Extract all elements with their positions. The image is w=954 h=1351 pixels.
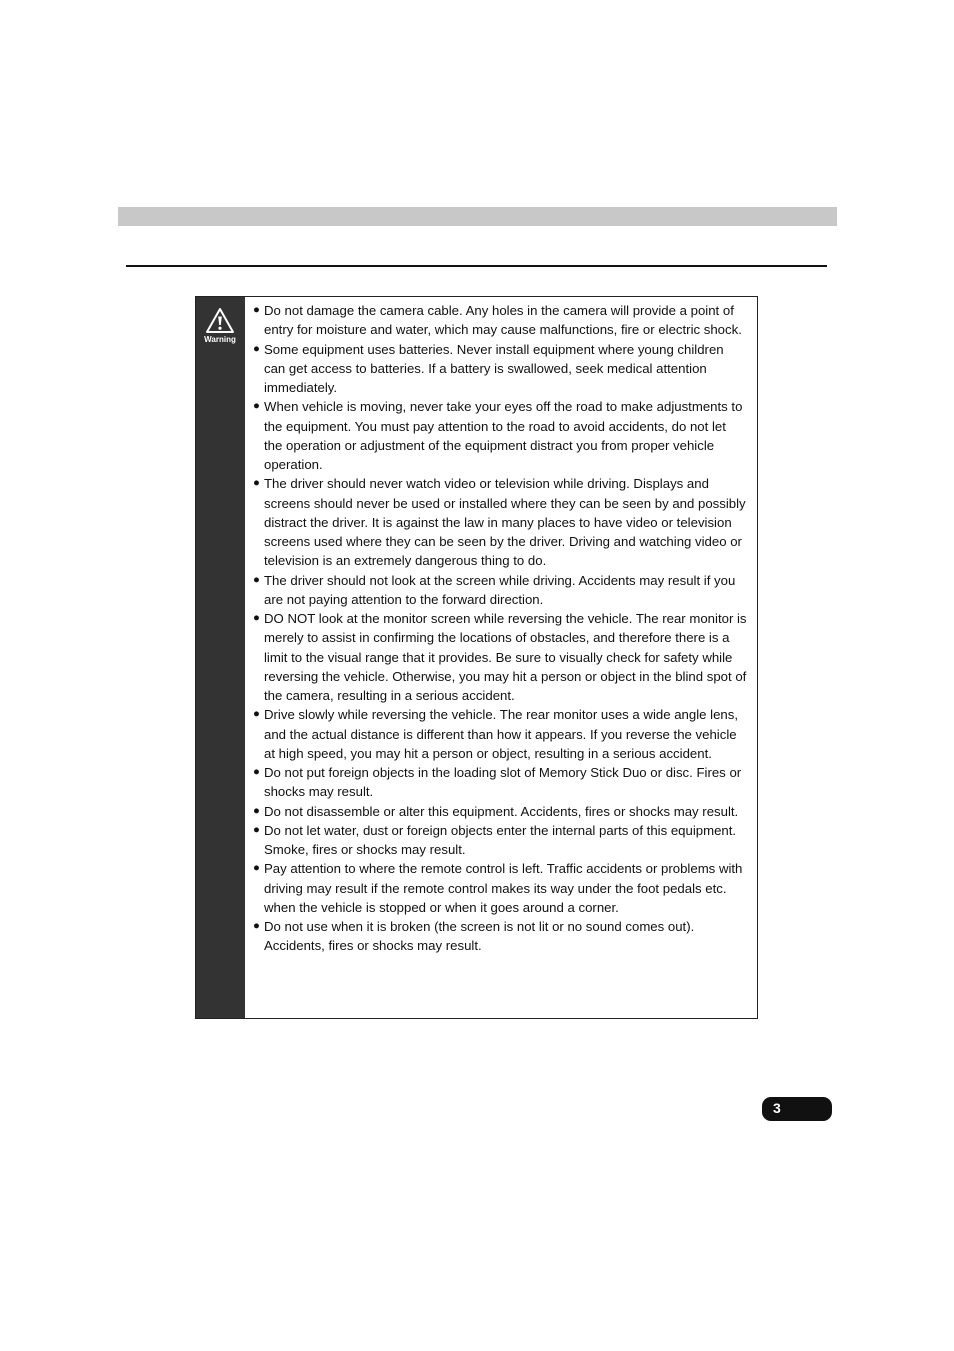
bullet-icon: ● — [253, 477, 260, 490]
warning-item-text: Drive slowly while reversing the vehicle. The rear monitor uses a wide angle lens, and the actual distance is different than how it appears. If you reverse the vehicle at high speed, you may hit a person or object, resulting in a serious accident. — [264, 707, 738, 761]
warning-content — [245, 297, 757, 1018]
bullet-icon: ● — [253, 920, 260, 932]
header-band — [118, 207, 837, 226]
bullet-icon: ● — [253, 573, 260, 586]
warning-item-text: Do not damage the camera cable. Any holes in the camera will provide a point of entry for moisture and water, which may cause malfunctions, fire or electric shock. — [264, 303, 742, 338]
bullet-icon: ● — [253, 342, 260, 355]
bullet-icon: ● — [253, 823, 260, 836]
warning-item-text: The driver should never watch video or television while driving. Displays and screens should never be used or installed where they can be seen by and possibly distract the driver. It is against the law in many places to have video or television screens used where they can be seen by the driver. Driving and watching video or television is an extremely dangerous thing to do. — [264, 476, 746, 569]
warning-item — [253, 609, 747, 705]
warning-item — [253, 301, 747, 340]
warning-item-text: The driver should not look at the screen while driving. Accidents may result if you are not paying attention to the forward direction. — [264, 572, 736, 607]
warning-item-text: Pay attention to where the remote control is left. Traffic accidents or problems with driving may result if the remote control makes its way under the foot pedals etc. when the vehicle is stopped or when it goes around a corner. — [264, 861, 743, 915]
warning-item — [253, 859, 747, 917]
bullet-icon: ● — [253, 304, 260, 316]
warning-item — [253, 821, 747, 860]
warning-item — [253, 397, 747, 474]
page-number-tab — [762, 1097, 832, 1121]
warning-item-text: Do not disassemble or alter this equipment. Accidents, fires or shocks may result. — [264, 803, 739, 819]
warning-item-text: Some equipment uses batteries. Never install equipment where young children can get access to batteries. If a battery is swallowed, seek medical attention immediately. — [264, 341, 724, 395]
warning-item-text: Do not let water, dust or foreign objects enter the internal parts of this equipment. Smoke, fires or shocks may result. — [264, 822, 737, 857]
page-number: 3 — [773, 1100, 781, 1116]
warning-item — [253, 340, 747, 398]
bullet-icon: ● — [253, 766, 260, 778]
warning-item — [253, 705, 747, 763]
warning-box — [195, 296, 758, 1019]
bullet-icon: ● — [253, 612, 260, 624]
warning-item — [253, 571, 747, 610]
bullet-icon: ● — [253, 862, 260, 875]
bullet-icon: ● — [253, 804, 260, 817]
warning-item — [253, 802, 747, 821]
header-rule — [126, 265, 827, 267]
bullet-icon: ● — [253, 400, 260, 413]
warning-triangle-icon — [202, 307, 238, 344]
warning-icon-label: Warning — [204, 335, 236, 344]
warning-item — [253, 917, 747, 956]
warning-list — [253, 301, 747, 956]
warning-item-text: When vehicle is moving, never take your eyes off the road to make adjustments to the equipment. You must pay attention to the road to avoid accidents, do not let the operation or adjustment of the equipment distract you from proper vehicle operation. — [264, 399, 743, 472]
warning-item-text: Do not put foreign objects in the loading slot of Memory Stick Duo or disc. Fires or shocks may result. — [264, 765, 742, 800]
warning-sidebar — [196, 297, 245, 1018]
bullet-icon: ● — [253, 708, 260, 721]
warning-item — [253, 474, 747, 570]
warning-item — [253, 763, 747, 802]
warning-item-text: DO NOT look at the monitor screen while reversing the vehicle. The rear monitor is merely to assist in confirming the locations of obstacles, and therefore there is a limit to the visual range that it provides. Be sure to visually check for safety while reversing the vehicle. Otherwise, you may hit a person or object in the blind spot of the camera, resulting in a serious accident. — [264, 611, 747, 703]
warning-item-text: Do not use when it is broken (the screen is not lit or no sound comes out). Accidents, fires or shocks may result. — [264, 919, 695, 954]
